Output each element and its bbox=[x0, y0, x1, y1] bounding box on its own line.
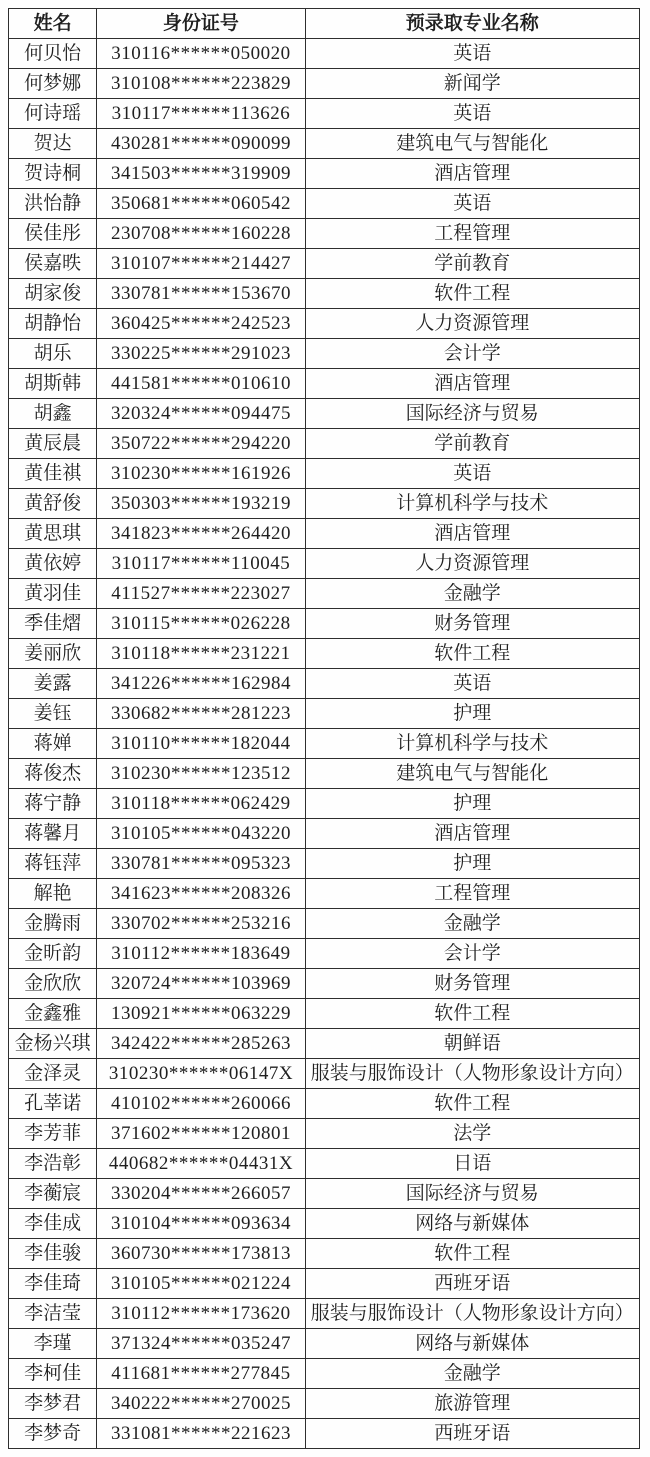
name-cell: 黄辰晨 bbox=[9, 429, 97, 459]
header-row bbox=[9, 9, 640, 39]
name-cell: 胡斯韩 bbox=[9, 369, 97, 399]
table-row bbox=[9, 399, 640, 429]
name-cell: 蒋钰萍 bbox=[9, 849, 97, 879]
name-cell: 胡鑫 bbox=[9, 399, 97, 429]
id-cell: 310230******161926 bbox=[97, 459, 305, 489]
table-row bbox=[9, 159, 640, 189]
table-row bbox=[9, 759, 640, 789]
major-cell: 英语 bbox=[305, 99, 639, 129]
name-cell: 李佳骏 bbox=[9, 1239, 97, 1269]
major-cell: 财务管理 bbox=[305, 609, 639, 639]
name-cell: 李洁莹 bbox=[9, 1299, 97, 1329]
id-cell: 330702******253216 bbox=[97, 909, 305, 939]
name-cell: 黄羽佳 bbox=[9, 579, 97, 609]
table-row bbox=[9, 99, 640, 129]
id-cell: 430281******090099 bbox=[97, 129, 305, 159]
name-cell: 蒋馨月 bbox=[9, 819, 97, 849]
name-cell: 侯佳彤 bbox=[9, 219, 97, 249]
header-major-name: 预录取专业名称 bbox=[305, 9, 639, 39]
name-cell: 姜丽欣 bbox=[9, 639, 97, 669]
id-cell: 330204******266057 bbox=[97, 1179, 305, 1209]
id-cell: 320724******103969 bbox=[97, 969, 305, 999]
name-cell: 孔莘诺 bbox=[9, 1089, 97, 1119]
name-cell: 金欣欣 bbox=[9, 969, 97, 999]
major-cell: 酒店管理 bbox=[305, 819, 639, 849]
name-cell: 黄依婷 bbox=[9, 549, 97, 579]
major-cell: 会计学 bbox=[305, 339, 639, 369]
major-cell: 金融学 bbox=[305, 909, 639, 939]
major-cell: 英语 bbox=[305, 669, 639, 699]
id-cell: 371602******120801 bbox=[97, 1119, 305, 1149]
name-cell: 黄思琪 bbox=[9, 519, 97, 549]
major-cell: 计算机科学与技术 bbox=[305, 489, 639, 519]
table-row bbox=[9, 1089, 640, 1119]
name-cell: 胡家俊 bbox=[9, 279, 97, 309]
major-cell: 网络与新媒体 bbox=[305, 1209, 639, 1239]
name-cell: 李梦奇 bbox=[9, 1419, 97, 1449]
id-cell: 310112******183649 bbox=[97, 939, 305, 969]
major-cell: 软件工程 bbox=[305, 1239, 639, 1269]
id-cell: 360425******242523 bbox=[97, 309, 305, 339]
name-cell: 胡乐 bbox=[9, 339, 97, 369]
id-cell: 411681******277845 bbox=[97, 1359, 305, 1389]
major-cell: 软件工程 bbox=[305, 999, 639, 1029]
roster-body bbox=[9, 39, 640, 1449]
id-cell: 441581******010610 bbox=[97, 369, 305, 399]
table-row bbox=[9, 489, 640, 519]
major-cell: 护理 bbox=[305, 849, 639, 879]
name-cell: 李瑾 bbox=[9, 1329, 97, 1359]
id-cell: 230708******160228 bbox=[97, 219, 305, 249]
name-cell: 侯嘉昳 bbox=[9, 249, 97, 279]
major-cell: 护理 bbox=[305, 789, 639, 819]
id-cell: 310110******182044 bbox=[97, 729, 305, 759]
major-cell: 软件工程 bbox=[305, 639, 639, 669]
id-cell: 310117******110045 bbox=[97, 549, 305, 579]
id-cell: 360730******173813 bbox=[97, 1239, 305, 1269]
header-name: 姓名 bbox=[9, 9, 97, 39]
major-cell: 服装与服饰设计（人物形象设计方向） bbox=[305, 1059, 639, 1089]
table-row bbox=[9, 1299, 640, 1329]
name-cell: 解艳 bbox=[9, 879, 97, 909]
major-cell: 酒店管理 bbox=[305, 369, 639, 399]
major-cell: 会计学 bbox=[305, 939, 639, 969]
major-cell: 财务管理 bbox=[305, 969, 639, 999]
name-cell: 何贝怡 bbox=[9, 39, 97, 69]
major-cell: 旅游管理 bbox=[305, 1389, 639, 1419]
id-cell: 310118******231221 bbox=[97, 639, 305, 669]
table-row bbox=[9, 69, 640, 99]
major-cell: 护理 bbox=[305, 699, 639, 729]
id-cell: 310112******173620 bbox=[97, 1299, 305, 1329]
table-row bbox=[9, 1119, 640, 1149]
name-cell: 黄佳祺 bbox=[9, 459, 97, 489]
name-cell: 贺诗桐 bbox=[9, 159, 97, 189]
table-row bbox=[9, 789, 640, 819]
table-row bbox=[9, 429, 640, 459]
id-cell: 330682******281223 bbox=[97, 699, 305, 729]
name-cell: 金昕韵 bbox=[9, 939, 97, 969]
major-cell: 学前教育 bbox=[305, 429, 639, 459]
name-cell: 金腾雨 bbox=[9, 909, 97, 939]
name-cell: 李佳成 bbox=[9, 1209, 97, 1239]
id-cell: 310116******050020 bbox=[97, 39, 305, 69]
major-cell: 英语 bbox=[305, 189, 639, 219]
id-cell: 310104******093634 bbox=[97, 1209, 305, 1239]
major-cell: 酒店管理 bbox=[305, 519, 639, 549]
major-cell: 工程管理 bbox=[305, 219, 639, 249]
header-id-number: 身份证号 bbox=[97, 9, 305, 39]
name-cell: 姜露 bbox=[9, 669, 97, 699]
table-row bbox=[9, 129, 640, 159]
table-row bbox=[9, 39, 640, 69]
major-cell: 软件工程 bbox=[305, 1089, 639, 1119]
id-cell: 310108******223829 bbox=[97, 69, 305, 99]
table-row bbox=[9, 1329, 640, 1359]
major-cell: 工程管理 bbox=[305, 879, 639, 909]
table-row bbox=[9, 849, 640, 879]
table-row bbox=[9, 279, 640, 309]
name-cell: 李芳菲 bbox=[9, 1119, 97, 1149]
id-cell: 371324******035247 bbox=[97, 1329, 305, 1359]
table-row bbox=[9, 879, 640, 909]
name-cell: 姜钰 bbox=[9, 699, 97, 729]
table-row bbox=[9, 1269, 640, 1299]
id-cell: 341226******162984 bbox=[97, 669, 305, 699]
table-row bbox=[9, 309, 640, 339]
table-row bbox=[9, 669, 640, 699]
major-cell: 国际经济与贸易 bbox=[305, 1179, 639, 1209]
table-row bbox=[9, 519, 640, 549]
major-cell: 服装与服饰设计（人物形象设计方向） bbox=[305, 1299, 639, 1329]
table-row bbox=[9, 1059, 640, 1089]
major-cell: 英语 bbox=[305, 39, 639, 69]
table-row bbox=[9, 189, 640, 219]
name-cell: 何诗瑶 bbox=[9, 99, 97, 129]
id-cell: 310105******021224 bbox=[97, 1269, 305, 1299]
id-cell: 411527******223027 bbox=[97, 579, 305, 609]
table-row bbox=[9, 459, 640, 489]
name-cell: 何梦娜 bbox=[9, 69, 97, 99]
major-cell: 建筑电气与智能化 bbox=[305, 759, 639, 789]
id-cell: 310107******214427 bbox=[97, 249, 305, 279]
table-row bbox=[9, 699, 640, 729]
table-row bbox=[9, 339, 640, 369]
id-cell: 342422******285263 bbox=[97, 1029, 305, 1059]
major-cell: 法学 bbox=[305, 1119, 639, 1149]
id-cell: 310230******06147X bbox=[97, 1059, 305, 1089]
table-row bbox=[9, 219, 640, 249]
name-cell: 李浩彰 bbox=[9, 1149, 97, 1179]
major-cell: 酒店管理 bbox=[305, 159, 639, 189]
name-cell: 贺达 bbox=[9, 129, 97, 159]
admission-roster-table bbox=[8, 8, 640, 1449]
name-cell: 蒋俊杰 bbox=[9, 759, 97, 789]
major-cell: 朝鲜语 bbox=[305, 1029, 639, 1059]
table-row bbox=[9, 969, 640, 999]
id-cell: 320324******094475 bbox=[97, 399, 305, 429]
table-row bbox=[9, 549, 640, 579]
id-cell: 350722******294220 bbox=[97, 429, 305, 459]
id-cell: 310105******043220 bbox=[97, 819, 305, 849]
major-cell: 金融学 bbox=[305, 579, 639, 609]
id-cell: 440682******04431X bbox=[97, 1149, 305, 1179]
major-cell: 网络与新媒体 bbox=[305, 1329, 639, 1359]
name-cell: 李蘅宸 bbox=[9, 1179, 97, 1209]
name-cell: 李柯佳 bbox=[9, 1359, 97, 1389]
name-cell: 金鑫雅 bbox=[9, 999, 97, 1029]
name-cell: 金泽灵 bbox=[9, 1059, 97, 1089]
name-cell: 李梦君 bbox=[9, 1389, 97, 1419]
id-cell: 341623******208326 bbox=[97, 879, 305, 909]
table-row bbox=[9, 999, 640, 1029]
table-row bbox=[9, 1359, 640, 1389]
name-cell: 季佳熠 bbox=[9, 609, 97, 639]
id-cell: 130921******063229 bbox=[97, 999, 305, 1029]
table-row bbox=[9, 1149, 640, 1179]
table-row bbox=[9, 819, 640, 849]
table-row bbox=[9, 1179, 640, 1209]
table-row bbox=[9, 1029, 640, 1059]
table-row bbox=[9, 579, 640, 609]
table-row bbox=[9, 1209, 640, 1239]
major-cell: 建筑电气与智能化 bbox=[305, 129, 639, 159]
id-cell: 310117******113626 bbox=[97, 99, 305, 129]
major-cell: 学前教育 bbox=[305, 249, 639, 279]
id-cell: 330781******095323 bbox=[97, 849, 305, 879]
major-cell: 计算机科学与技术 bbox=[305, 729, 639, 759]
name-cell: 蒋婵 bbox=[9, 729, 97, 759]
id-cell: 350303******193219 bbox=[97, 489, 305, 519]
id-cell: 330781******153670 bbox=[97, 279, 305, 309]
name-cell: 李佳琦 bbox=[9, 1269, 97, 1299]
major-cell: 金融学 bbox=[305, 1359, 639, 1389]
major-cell: 日语 bbox=[305, 1149, 639, 1179]
table-row bbox=[9, 609, 640, 639]
table-row bbox=[9, 1389, 640, 1419]
table-row bbox=[9, 249, 640, 279]
id-cell: 310118******062429 bbox=[97, 789, 305, 819]
major-cell: 人力资源管理 bbox=[305, 549, 639, 579]
id-cell: 341503******319909 bbox=[97, 159, 305, 189]
table-row bbox=[9, 639, 640, 669]
table-row bbox=[9, 909, 640, 939]
id-cell: 340222******270025 bbox=[97, 1389, 305, 1419]
table-row bbox=[9, 1419, 640, 1449]
major-cell: 新闻学 bbox=[305, 69, 639, 99]
table-row bbox=[9, 939, 640, 969]
name-cell: 蒋宁静 bbox=[9, 789, 97, 819]
major-cell: 国际经济与贸易 bbox=[305, 399, 639, 429]
table-row bbox=[9, 729, 640, 759]
id-cell: 410102******260066 bbox=[97, 1089, 305, 1119]
table-row bbox=[9, 369, 640, 399]
name-cell: 金杨兴琪 bbox=[9, 1029, 97, 1059]
id-cell: 331081******221623 bbox=[97, 1419, 305, 1449]
table-row bbox=[9, 1239, 640, 1269]
id-cell: 310115******026228 bbox=[97, 609, 305, 639]
name-cell: 洪怡静 bbox=[9, 189, 97, 219]
major-cell: 西班牙语 bbox=[305, 1419, 639, 1449]
major-cell: 软件工程 bbox=[305, 279, 639, 309]
major-cell: 人力资源管理 bbox=[305, 309, 639, 339]
id-cell: 341823******264420 bbox=[97, 519, 305, 549]
id-cell: 350681******060542 bbox=[97, 189, 305, 219]
name-cell: 胡静怡 bbox=[9, 309, 97, 339]
id-cell: 310230******123512 bbox=[97, 759, 305, 789]
major-cell: 西班牙语 bbox=[305, 1269, 639, 1299]
id-cell: 330225******291023 bbox=[97, 339, 305, 369]
name-cell: 黄舒俊 bbox=[9, 489, 97, 519]
major-cell: 英语 bbox=[305, 459, 639, 489]
